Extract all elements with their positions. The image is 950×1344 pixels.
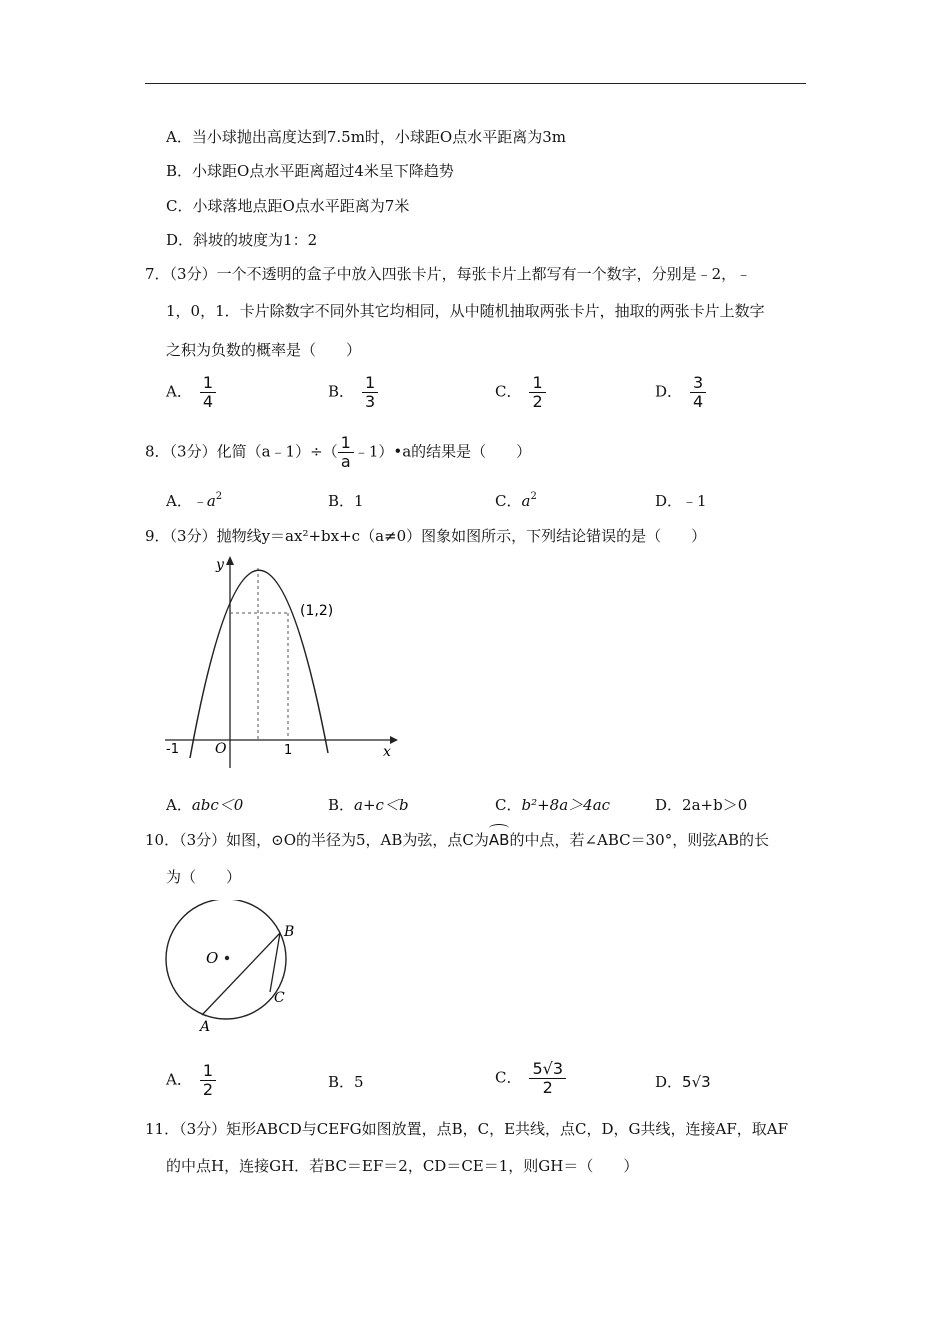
q7-stem-line3: 之积为负数的概率是（ ） [166, 341, 362, 359]
q8-stem: 8．（3分）化简（a﹣1）÷（ $\frac{1}{a}$ ﹣1）•a的结果是（ ） [145, 433, 532, 471]
center-point [225, 956, 229, 960]
q7-option-c: C． $\frac{1}{2}$ [495, 374, 546, 411]
y-axis-arrow [226, 556, 234, 565]
q6-option-d: D．斜坡的坡度为1：2 [166, 231, 318, 249]
point-label: (1,2) [300, 603, 334, 619]
label-b: B [284, 924, 295, 940]
q7-option-a: A． $\frac{1}{4}$ [166, 374, 216, 411]
q7-option-d: D． $\frac{3}{4}$ [655, 374, 706, 411]
q6-option-c: C．小球落地点距O点水平距离为7米 [166, 197, 410, 215]
y-label: y [216, 557, 224, 573]
origin-label: O [215, 741, 227, 757]
q9-stem: 9．（3分）抛物线y＝ax²+bx+c（a≠0）图象如图所示，下列结论错误的是（ ） [145, 527, 707, 545]
q10-option-a: A． $\frac{1}{2}$ [166, 1062, 216, 1099]
header-rule [145, 83, 806, 84]
q9-parabola-figure [160, 553, 400, 773]
parabola-curve [190, 570, 328, 758]
q9-option-a: A．abc＜0 [166, 796, 244, 814]
q10-option-c: C． $\frac{5√3}{2}$ [495, 1060, 566, 1097]
label-a: A [200, 1019, 211, 1035]
q10-option-d: D．5√3 [655, 1073, 711, 1091]
x-axis-arrow [390, 736, 398, 744]
q10-stem-line2: 为（ ） [166, 868, 242, 886]
q7-option-b: B． $\frac{1}{3}$ [328, 374, 378, 411]
neg-one-label: -1 [166, 742, 179, 757]
q6-option-a: A．当小球抛出高度达到7.5m时，小球距O点水平距离为3m [166, 128, 566, 146]
q9-option-b: B．a+c＜b [328, 796, 409, 814]
label-o: O [206, 949, 219, 967]
label-c: C [274, 990, 285, 1006]
q7-stem-line1: 7．（3分）一个不透明的盒子中放入四张卡片，每张卡片上都写有一个数字，分别是﹣2，﹣ [145, 265, 752, 283]
q6-option-b: B．小球距O点水平距离超过4米呈下降趋势 [166, 162, 454, 180]
q8-option-b: B．1 [328, 492, 364, 510]
q11-stem-line1: 11．（3分）矩形ABCD与CEFG如图放置，点B，C，E共线，点C，D，G共线，连接AF，取AF [145, 1120, 789, 1138]
q9-option-c: C．b²+8a＞4ac [495, 796, 611, 814]
q11-stem-line2: 的中点H，连接GH．若BC＝EF＝2，CD＝CE＝1，则GH＝（ ） [166, 1157, 639, 1175]
arc-ab-notation: AB [488, 831, 510, 849]
q9-option-d: D．2a+b＞0 [655, 796, 748, 814]
q10-option-b: B．5 [328, 1073, 364, 1091]
chord-ab [202, 933, 280, 1015]
q7-stem-line2: 1，0，1．卡片除数字不同外其它均相同，从中随机抽取两张卡片，抽取的两张卡片上数字 [166, 302, 765, 320]
q8-option-d: D．﹣1 [655, 492, 707, 510]
x-label: x [383, 744, 391, 760]
q10-stem-line1: 10．（3分）如图，⊙O的半径为5，AB为弦，点C为AB的中点，若∠ABC＝30°，则弦AB的长 [145, 831, 770, 849]
one-label: 1 [284, 743, 293, 758]
q8-option-c: C．$a^2$ [495, 491, 537, 510]
q10-circle-figure [160, 900, 310, 1035]
q8-option-a: A．$﹣a^2$ [166, 491, 223, 510]
